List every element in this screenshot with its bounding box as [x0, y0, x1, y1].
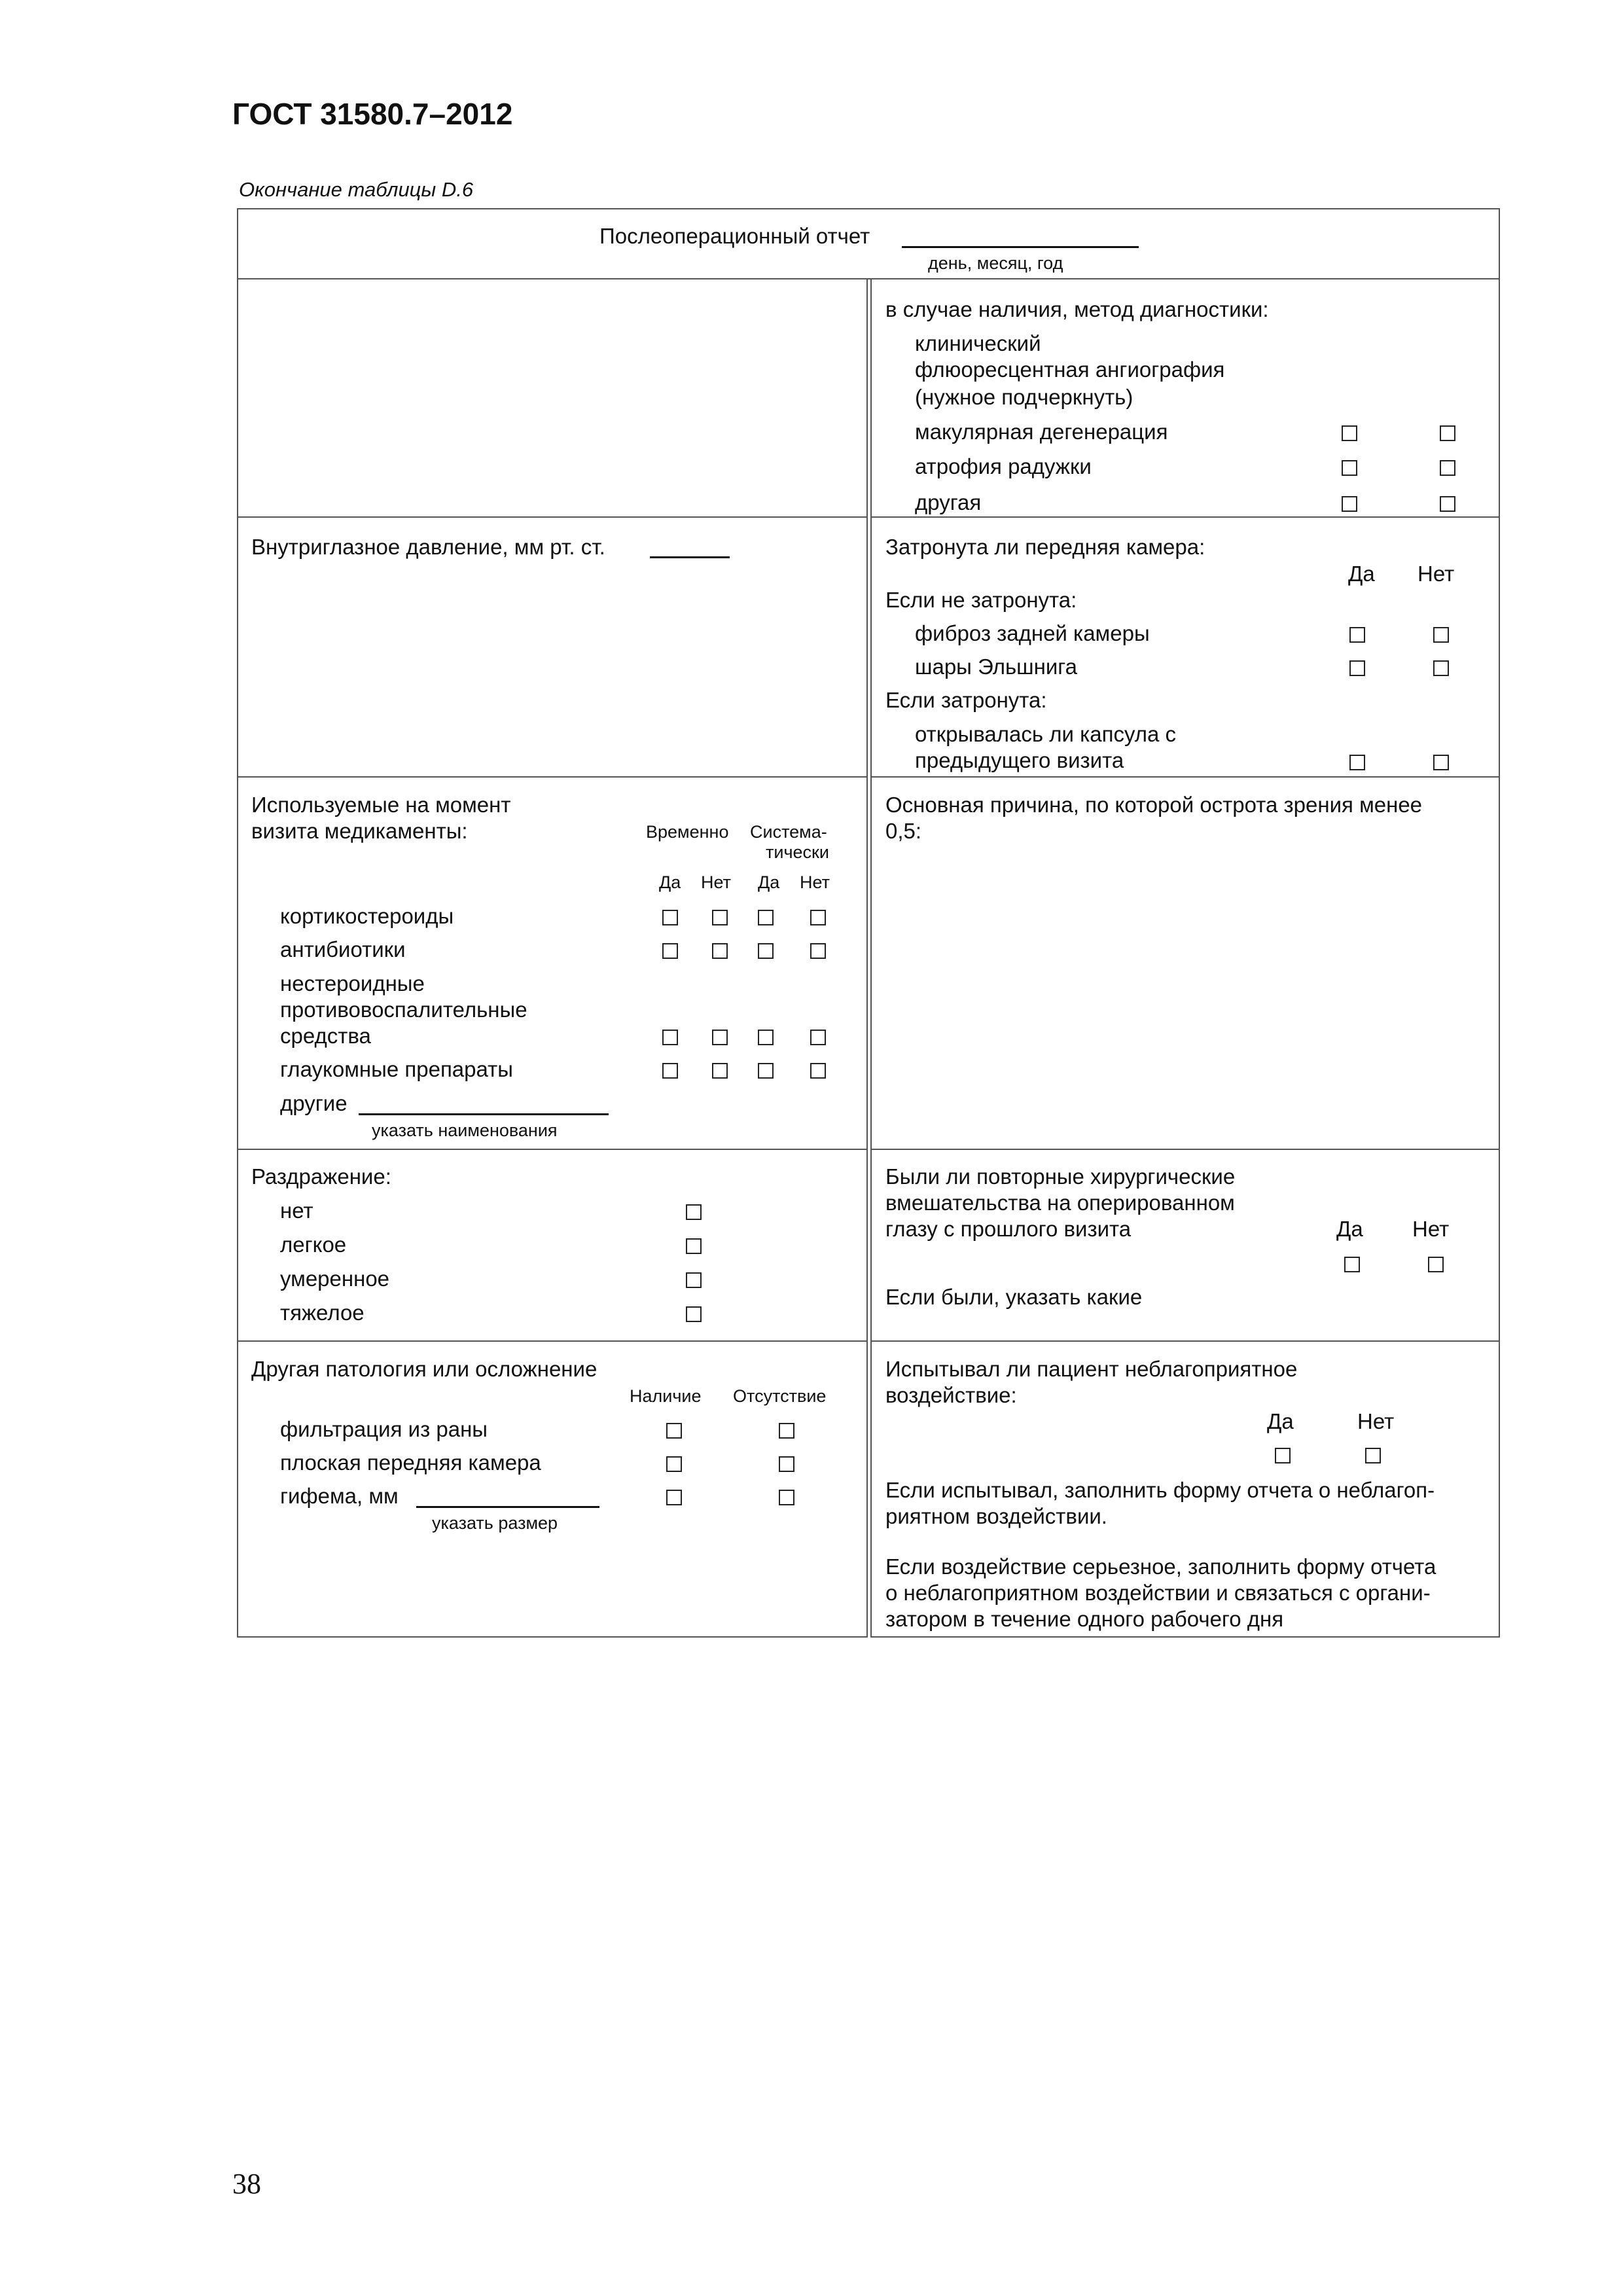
irritation-moderate-checkbox[interactable] — [686, 1272, 702, 1288]
row-divider-right-4 — [870, 1340, 1500, 1342]
medication-glaucoma: глаукомные препараты — [280, 1057, 513, 1081]
pathology-label: Другая патология или осложнение — [251, 1357, 597, 1381]
column-divider-left — [866, 278, 868, 1638]
pathology-col-present: Наличие — [630, 1386, 702, 1406]
medication-antibiotics: антибиотики — [280, 937, 406, 961]
report-date-hint: день, месяц, год — [928, 253, 1063, 273]
irritation-none-checkbox[interactable] — [686, 1204, 702, 1220]
medication-nsaid-line3: средства — [280, 1024, 371, 1048]
acuity-question-line2: 0,5: — [885, 819, 922, 843]
antibiotics-sys-no-checkbox[interactable] — [810, 943, 826, 959]
anterior-question: Затронута ли передняя камера: — [885, 535, 1205, 559]
iop-label: Внутриглазное давление, мм рт. ст. — [251, 535, 605, 559]
pathology-flat-chamber: плоская передняя камера — [280, 1450, 541, 1475]
capsule-no-checkbox[interactable] — [1433, 755, 1449, 770]
medication-other-hint: указать наименования — [372, 1121, 558, 1140]
glaucoma-temp-yes-checkbox[interactable] — [662, 1063, 678, 1079]
macular-no-checkbox[interactable] — [1440, 425, 1455, 441]
glaucoma-sys-no-checkbox[interactable] — [810, 1063, 826, 1079]
glaucoma-sys-yes-checkbox[interactable] — [758, 1063, 774, 1079]
surgery-no-header: Нет — [1412, 1217, 1450, 1241]
document-title: ГОСТ 31580.7–2012 — [232, 97, 513, 131]
anterior-capsule-line1: открывалась ли капсула с — [915, 722, 1177, 746]
hyphema-size-field[interactable] — [416, 1506, 599, 1508]
medications-label-line2: визита медикаменты: — [251, 819, 468, 843]
medication-nsaid-line1: нестероидные — [280, 971, 425, 996]
row-divider-left-3 — [237, 1149, 866, 1150]
irritation-none: нет — [280, 1198, 313, 1223]
adverse-serious-line2: о неблагоприятном воздействии и связаться с органи- — [885, 1581, 1431, 1605]
table-border-left — [237, 208, 238, 1638]
medications-sys-no: Нет — [800, 872, 830, 892]
macular-yes-checkbox[interactable] — [1342, 425, 1357, 441]
antibiotics-temp-no-checkbox[interactable] — [712, 943, 728, 959]
adverse-no-header: Нет — [1357, 1409, 1395, 1433]
anterior-if-not: Если не затронута: — [885, 588, 1077, 612]
anterior-if-yes: Если затронута: — [885, 688, 1047, 712]
anterior-item-fibrosis: фиброз задней камеры — [915, 621, 1150, 645]
row-divider-right-1 — [870, 516, 1500, 518]
iris-yes-checkbox[interactable] — [1342, 460, 1357, 476]
irritation-label: Раздражение: — [251, 1164, 391, 1189]
diagnostics-option-angiography: флюоресцентная ангиография — [915, 357, 1225, 382]
nsaid-temp-yes-checkbox[interactable] — [662, 1030, 678, 1045]
acuity-question-line1: Основная причина, по которой острота зрения менее — [885, 793, 1423, 817]
fibrosis-no-checkbox[interactable] — [1433, 627, 1449, 643]
medications-col-systemic-line1: Система- — [750, 822, 827, 842]
irritation-severe: тяжелое — [280, 1300, 365, 1325]
elschnig-yes-checkbox[interactable] — [1349, 660, 1365, 676]
pathology-hyphema: гифема, мм — [280, 1484, 399, 1508]
medications-col-systemic-line2: тически — [766, 842, 829, 862]
surgery-question-line1: Были ли повторные хирургические — [885, 1164, 1236, 1189]
column-divider-right — [870, 278, 872, 1638]
other-no-checkbox[interactable] — [1440, 496, 1455, 512]
table-border-bottom-left — [237, 1636, 866, 1638]
corticosteroids-sys-yes-checkbox[interactable] — [758, 910, 774, 925]
table-caption: Окончание таблицы D.6 — [239, 178, 474, 201]
adverse-yes-header: Да — [1267, 1409, 1294, 1433]
flat-chamber-absent-checkbox[interactable] — [779, 1456, 794, 1472]
report-date-field[interactable] — [902, 246, 1139, 248]
wound-leak-absent-checkbox[interactable] — [779, 1423, 794, 1439]
capsule-yes-checkbox[interactable] — [1349, 755, 1365, 770]
row-divider-left-4 — [237, 1340, 866, 1342]
corticosteroids-temp-yes-checkbox[interactable] — [662, 910, 678, 925]
row-divider-left-2 — [237, 776, 866, 778]
diagnostics-item-iris: атрофия радужки — [915, 454, 1092, 478]
adverse-fill-line1: Если испытывал, заполнить форму отчета о неблагоп- — [885, 1478, 1435, 1502]
corticosteroids-sys-no-checkbox[interactable] — [810, 910, 826, 925]
corticosteroids-temp-no-checkbox[interactable] — [712, 910, 728, 925]
surgery-question-line2: вмешательства на оперированном — [885, 1191, 1235, 1215]
page-number: 38 — [232, 2168, 261, 2200]
medication-nsaid-line2: противовоспалительные — [280, 997, 527, 1022]
irritation-severe-checkbox[interactable] — [686, 1306, 702, 1322]
report-title: Послеоперационный отчет — [599, 224, 870, 248]
table-border-top — [237, 208, 1500, 209]
pathology-wound-leak: фильтрация из раны — [280, 1417, 488, 1441]
medications-temp-no: Нет — [701, 872, 731, 892]
anterior-item-elschnig: шары Эльшнига — [915, 655, 1077, 679]
medication-other: другие — [280, 1091, 348, 1115]
table-border-bottom-right — [870, 1636, 1500, 1638]
glaucoma-temp-no-checkbox[interactable] — [712, 1063, 728, 1079]
adverse-question-line2: воздействие: — [885, 1383, 1017, 1407]
row-divider-left-1 — [237, 516, 866, 518]
fibrosis-yes-checkbox[interactable] — [1349, 627, 1365, 643]
row-divider-right-3 — [870, 1149, 1500, 1150]
irritation-moderate: умеренное — [280, 1266, 390, 1291]
other-yes-checkbox[interactable] — [1342, 496, 1357, 512]
diagnostics-option-clinical: клинический — [915, 331, 1041, 355]
irritation-mild-checkbox[interactable] — [686, 1238, 702, 1254]
elschnig-no-checkbox[interactable] — [1433, 660, 1449, 676]
adverse-no-checkbox[interactable] — [1365, 1448, 1381, 1463]
nsaid-sys-no-checkbox[interactable] — [810, 1030, 826, 1045]
anterior-yes-header: Да — [1348, 562, 1375, 586]
row-divider-right-2 — [870, 776, 1500, 778]
wound-leak-present-checkbox[interactable] — [666, 1423, 682, 1439]
adverse-serious-line3: затором в течение одного рабочего дня — [885, 1607, 1284, 1631]
anterior-capsule-line2: предыдущего визита — [915, 748, 1124, 772]
diagnostics-hint-underline: (нужное подчеркнуть) — [915, 385, 1133, 409]
antibiotics-temp-yes-checkbox[interactable] — [662, 943, 678, 959]
diagnostics-label: в случае наличия, метод диагностики: — [885, 297, 1269, 321]
iris-no-checkbox[interactable] — [1440, 460, 1455, 476]
irritation-mild: легкое — [280, 1232, 347, 1257]
surgery-question-line3: глазу с прошлого визита — [885, 1217, 1132, 1241]
table-border-header-bottom — [237, 278, 1500, 279]
hyphema-absent-checkbox[interactable] — [779, 1490, 794, 1505]
nsaid-sys-yes-checkbox[interactable] — [758, 1030, 774, 1045]
hyphema-present-checkbox[interactable] — [666, 1490, 682, 1505]
surgery-yes-checkbox[interactable] — [1344, 1257, 1360, 1272]
pathology-col-absent: Отсутствие — [733, 1386, 827, 1406]
adverse-yes-checkbox[interactable] — [1275, 1448, 1291, 1463]
flat-chamber-present-checkbox[interactable] — [666, 1456, 682, 1472]
medications-label-line1: Используемые на момент — [251, 793, 511, 817]
diagnostics-item-macular: макулярная дегенерация — [915, 420, 1168, 444]
surgery-if-yes: Если были, указать какие — [885, 1285, 1143, 1309]
medications-col-temporary: Временно — [646, 822, 729, 842]
medication-other-field[interactable] — [359, 1113, 609, 1115]
hyphema-size-hint: указать размер — [432, 1513, 558, 1533]
nsaid-temp-no-checkbox[interactable] — [712, 1030, 728, 1045]
medications-temp-yes: Да — [659, 872, 681, 892]
adverse-serious-line1: Если воздействие серьезное, заполнить форму отчета — [885, 1554, 1436, 1579]
diagnostics-item-other: другая — [915, 490, 982, 514]
medication-corticosteroids: кортикостероиды — [280, 904, 454, 928]
anterior-no-header: Нет — [1418, 562, 1455, 586]
medications-sys-yes: Да — [758, 872, 780, 892]
surgery-no-checkbox[interactable] — [1428, 1257, 1444, 1272]
antibiotics-sys-yes-checkbox[interactable] — [758, 943, 774, 959]
table-border-right — [1499, 208, 1500, 1638]
iop-field[interactable] — [650, 556, 730, 558]
surgery-yes-header: Да — [1336, 1217, 1363, 1241]
adverse-question-line1: Испытывал ли пациент неблагоприятное — [885, 1357, 1298, 1381]
adverse-fill-line2: риятном воздействии. — [885, 1504, 1107, 1528]
